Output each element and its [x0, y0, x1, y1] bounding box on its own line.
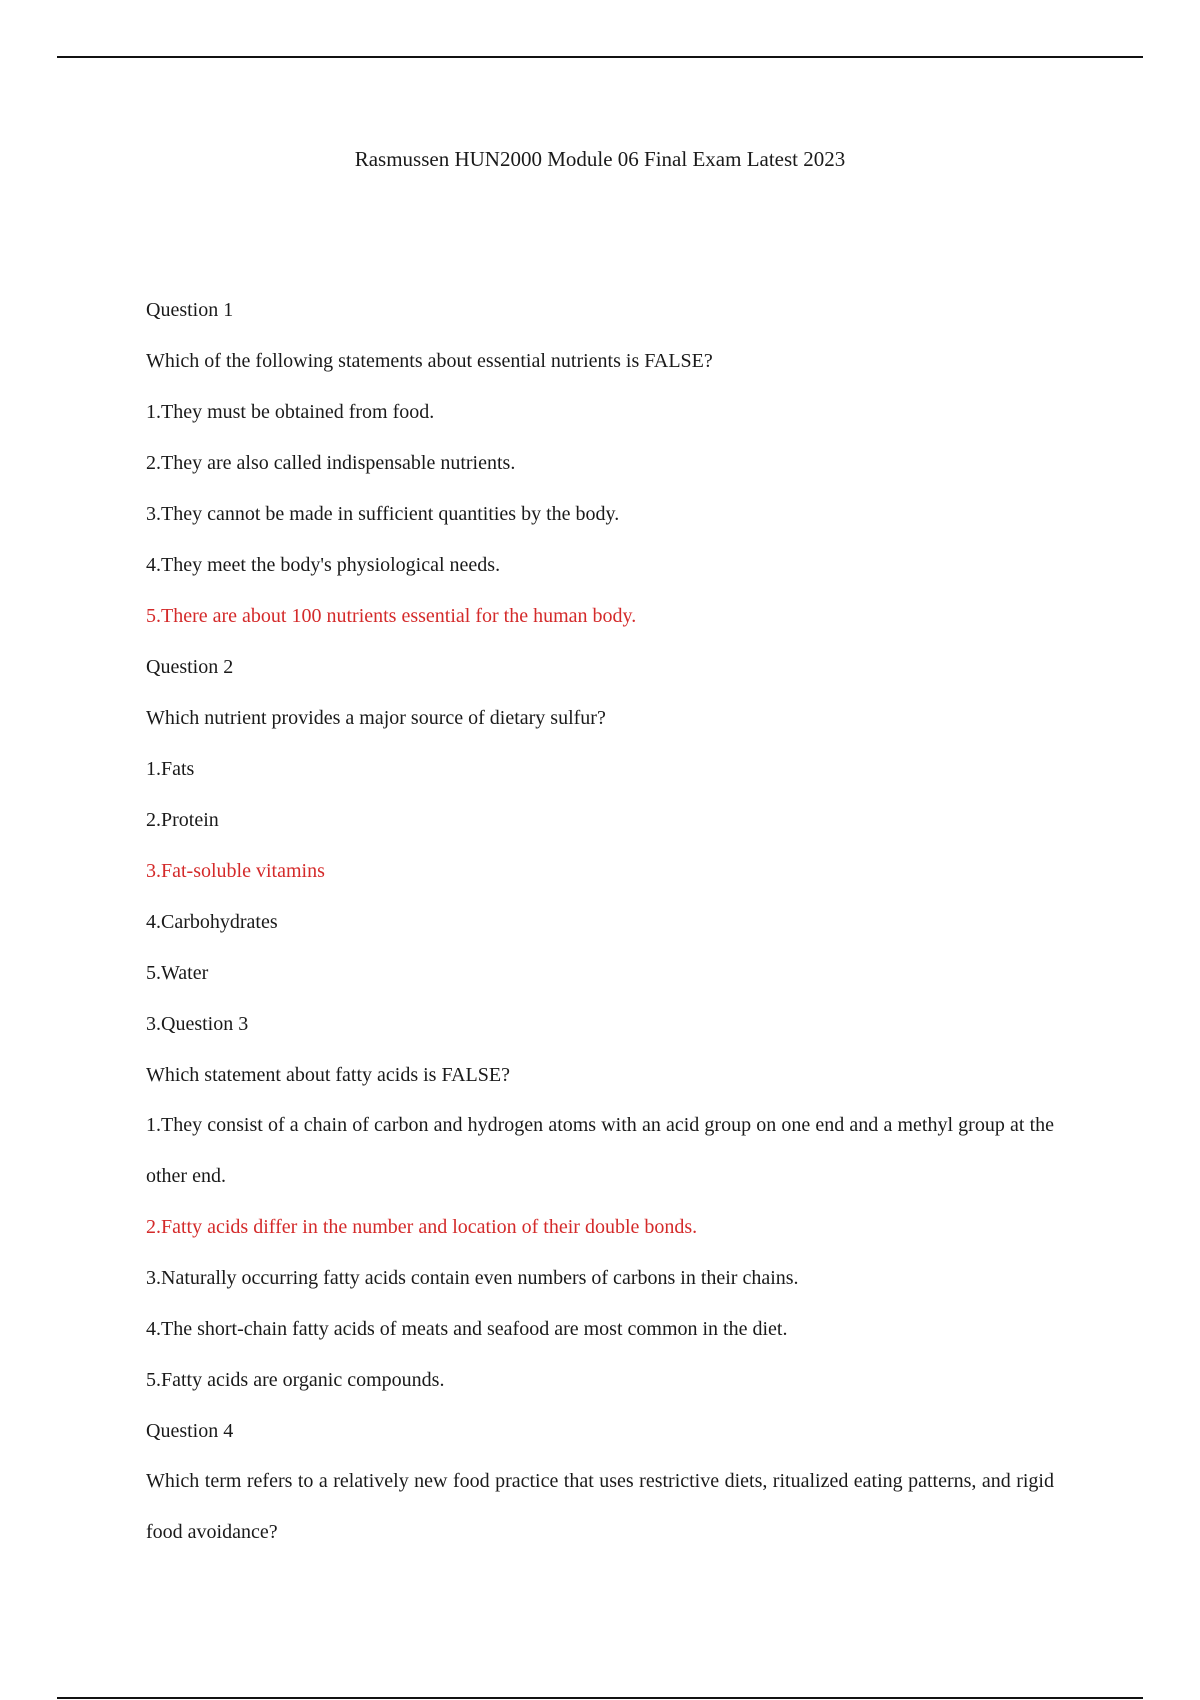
question-heading: Question 4 — [146, 1420, 234, 1442]
answer-option: 1.They consist of a chain of carbon and hydrogen atoms with an acid group on one end and a methyl group at the other end. — [146, 1114, 1054, 1187]
question-block-1 — [146, 296, 1054, 630]
question-block-4 — [146, 1417, 1054, 1558]
answer-option: 1.Fats — [146, 758, 195, 780]
answer-option-highlighted: 2.Fatty acids differ in the number and location of their double bonds. — [146, 1216, 698, 1238]
answer-option: 2.They are also called indispensable nutrients. — [146, 452, 516, 474]
footer-rule — [57, 1697, 1143, 1699]
answer-option: 5.Water — [146, 962, 209, 984]
answer-option: 4.The short-chain fatty acids of meats and seafood are most common in the diet. — [146, 1318, 788, 1340]
question-heading: 3.Question 3 — [146, 1013, 249, 1035]
answer-option: 4.They meet the body's physiological needs. — [146, 554, 501, 576]
exam-content — [146, 296, 1054, 1569]
question-heading: Question 2 — [146, 656, 234, 678]
question-prompt: Which of the following statements about essential nutrients is FALSE? — [146, 350, 713, 372]
question-heading: Question 1 — [146, 299, 234, 321]
document-title: Rasmussen HUN2000 Module 06 Final Exam Latest 2023 — [354, 147, 846, 171]
answer-option: 4.Carbohydrates — [146, 911, 278, 933]
question-prompt: Which nutrient provides a major source of dietary sulfur? — [146, 707, 606, 729]
answer-option: 3.They cannot be made in sufficient quantities by the body. — [146, 503, 620, 525]
question-prompt: Which statement about fatty acids is FALSE? — [146, 1064, 510, 1086]
question-block-3 — [146, 1010, 1054, 1394]
answer-option: 5.Fatty acids are organic compounds. — [146, 1369, 445, 1391]
answer-option: 2.Protein — [146, 809, 219, 831]
answer-option: 3.Naturally occurring fatty acids contain even numbers of carbons in their chains. — [146, 1267, 799, 1289]
answer-option-highlighted: 3.Fat-soluble vitamins — [146, 860, 325, 882]
answer-option: 1.They must be obtained from food. — [146, 401, 435, 423]
header-rule — [57, 56, 1143, 58]
question-prompt: Which term refers to a relatively new food practice that uses restrictive diets, ritualized eating patterns, and rigid food avoidance? — [146, 1470, 1054, 1543]
question-block-2 — [146, 653, 1054, 987]
answer-option-highlighted: 5.There are about 100 nutrients essential for the human body. — [146, 605, 637, 627]
